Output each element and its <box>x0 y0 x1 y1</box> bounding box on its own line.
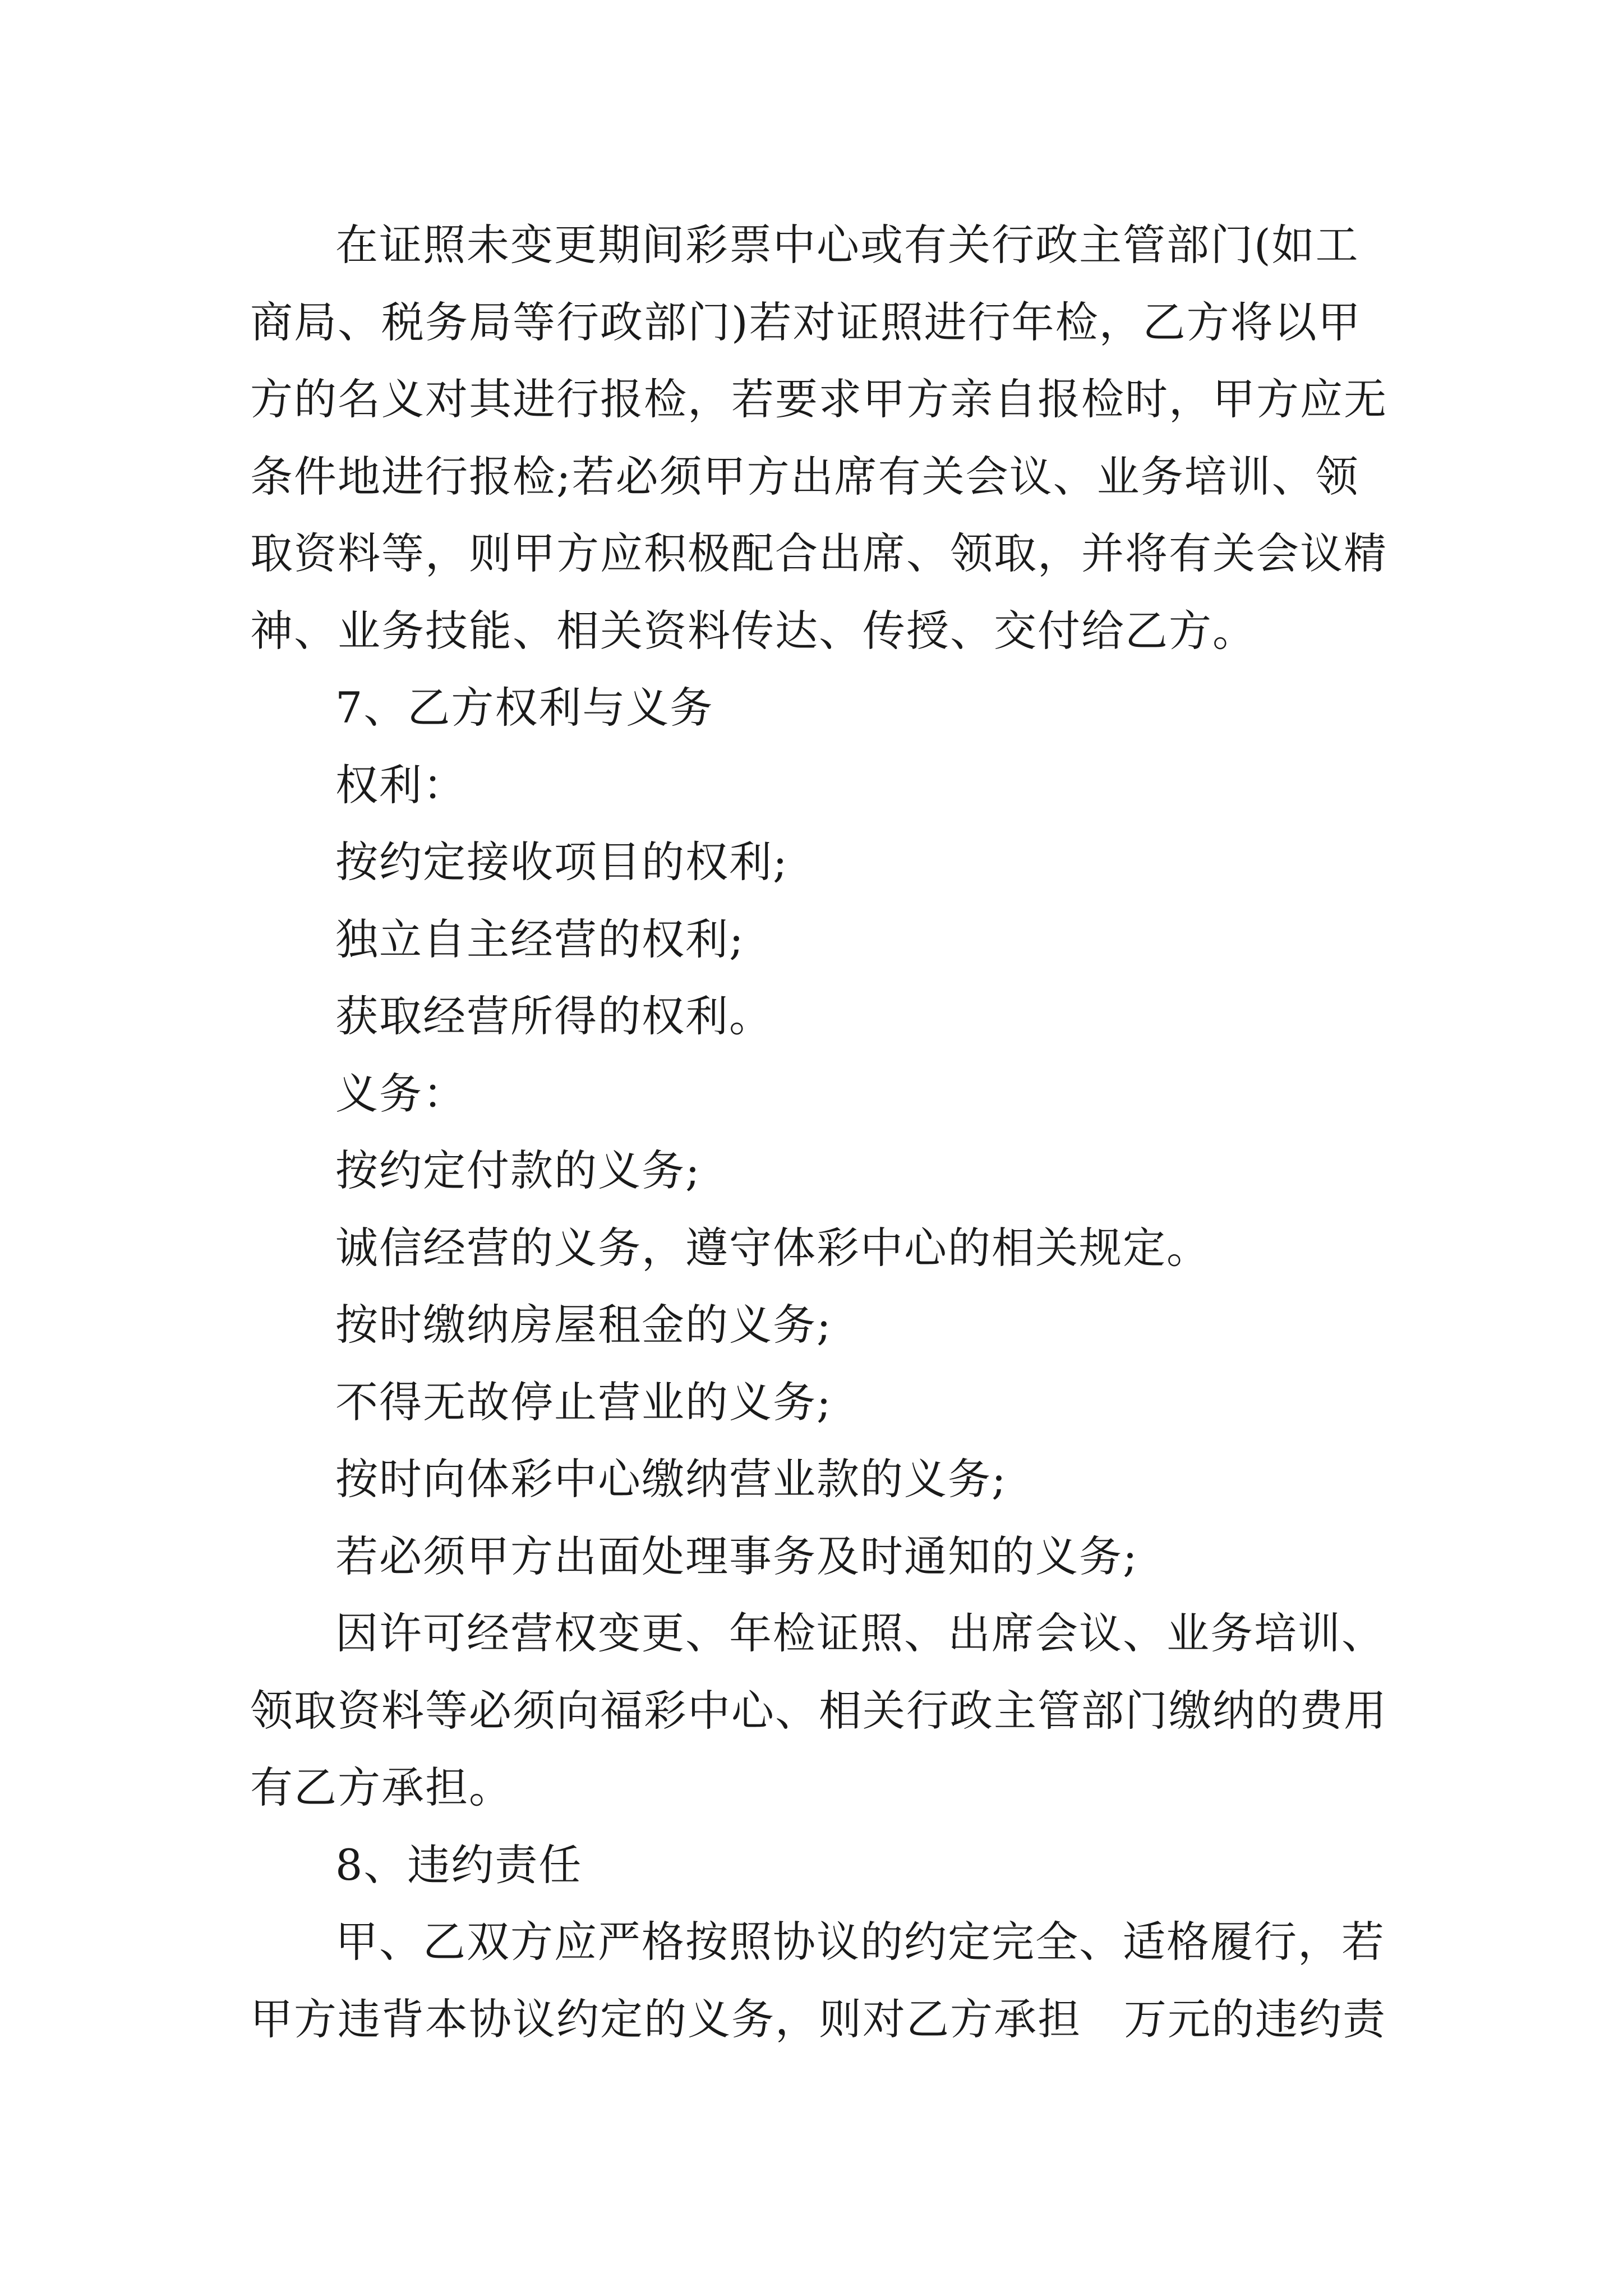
rights-item: 获取经营所得的权利。 <box>335 991 773 1041</box>
section-8-heading: 8、违约责任 <box>335 1839 583 1890</box>
rights-item: 独立自主经营的权利; <box>335 914 745 964</box>
text-line <box>250 1981 1386 2058</box>
duties-item: 若必须甲方出面处理事务及时通知的义务; <box>335 1531 1138 1581</box>
text-line: 甲、乙双方应严格按照协议的约定完全、适格履行，若 <box>335 1917 1385 1967</box>
duties-item: 按时向体彩中心缴纳营业款的义务; <box>335 1454 1007 1504</box>
duties-item: 诚信经营的义务，遵守体彩中心的相关规定。 <box>335 1222 1210 1273</box>
document-body <box>250 206 1387 2058</box>
text-segment: 甲方违背本协议约定的义务，则对乙方承担 <box>250 1994 1081 2044</box>
text-line: 在证照未变更期间彩票中心或有关行政主管部门(如工 <box>335 220 1359 270</box>
text-line: 条件地进行报检;若必须甲方出席有关会议、业务培训、领 <box>250 451 1359 501</box>
text-line: 商局、税务局等行政部门)若对证照进行年检，乙方将以甲 <box>250 297 1362 347</box>
rights-label: 权利： <box>335 760 467 810</box>
text-line: 领取资料等必须向福彩中心、相关行政主管部门缴纳的费用 <box>250 1685 1387 1736</box>
rights-item: 按约定接收项目的权利; <box>335 837 789 887</box>
duties-label: 义务： <box>335 1068 467 1119</box>
duties-item: 按约定付款的义务; <box>335 1145 701 1195</box>
paragraph-breach-liability <box>250 1903 1386 2058</box>
paragraph-fees <box>250 1595 1387 1826</box>
text-segment: 万元的违约责 <box>1124 1994 1386 2044</box>
text-line: 方的名义对其进行报检，若要求甲方亲自报检时，甲方应无 <box>250 374 1387 424</box>
text-line: 因许可经营权变更、年检证照、出席会议、业务培训、 <box>335 1608 1385 1658</box>
section-7-heading: 7、乙方权利与义务 <box>335 683 714 733</box>
text-line: 取资料等，则甲方应积极配合出席、领取，并将有关会议精 <box>250 528 1387 578</box>
text-line: 神、业务技能、相关资料传达、传授、交付给乙方。 <box>250 605 1256 656</box>
text-line: 有乙方承担。 <box>250 1763 513 1812</box>
duties-item: 按时缴纳房屋租金的义务; <box>335 1300 832 1350</box>
paragraph-license-inspection <box>250 206 1387 669</box>
duties-item: 不得无故停止营业的义务; <box>335 1377 832 1427</box>
